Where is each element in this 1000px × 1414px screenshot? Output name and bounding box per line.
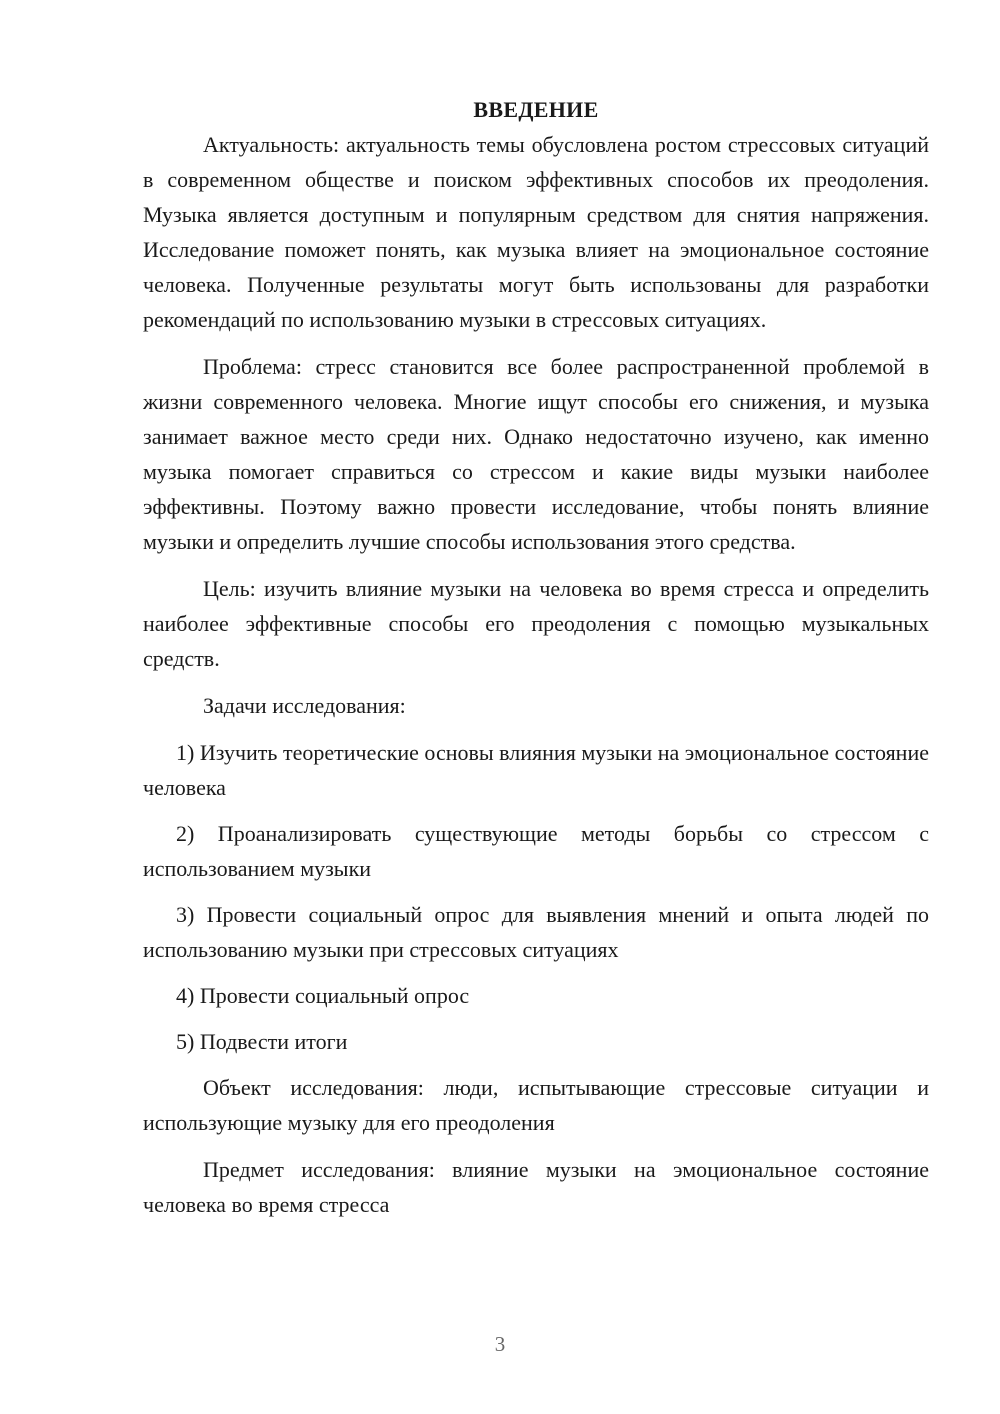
task-item-5: 5) Подвести итоги xyxy=(176,1029,348,1054)
relevance-paragraph: Актуальность: актуальность темы обусловлена ростом стрессовых ситуаций в современном обществе и поиском эффективных способов их преодоления. Музыка является доступным и популярным средством для снятия напряжения. Исследование поможет понять, как музыка влияет на эмоциональное состояние человека. Полученные результаты могут быть использованы для разработки рекомендаций по использованию музыки в стрессовых ситуациях. xyxy=(143,132,929,332)
tasks-heading: Задачи исследования: xyxy=(203,693,406,718)
task-item-3: 3) Провести социальный опрос для выявления мнений и опыта людей по использованию музыки при стрессовых ситуациях xyxy=(143,902,929,962)
section-heading: ВВЕДЕНИЕ xyxy=(473,97,599,122)
task-item-4: 4) Провести социальный опрос xyxy=(176,983,470,1008)
page-number: 3 xyxy=(494,1332,506,1356)
document-body xyxy=(143,93,929,1234)
task-item-1: 1) Изучить теоретические основы влияния музыки на эмоциональное состояние человека xyxy=(143,740,929,800)
object-paragraph: Объект исследования: люди, испытывающие стрессовые ситуации и использующие музыку для его преодоления xyxy=(143,1075,929,1135)
subject-paragraph: Предмет исследования: влияние музыки на эмоциональное состояние человека во время стресса xyxy=(143,1157,929,1217)
goal-paragraph: Цель: изучить влияние музыки на человека во время стресса и определить наиболее эффективные способы его преодоления с помощью музыкальных средств. xyxy=(143,576,929,671)
problem-paragraph: Проблема: стресс становится все более распространенной проблемой в жизни современного человека. Многие ищут способы его снижения, и музыка занимает важное место среди них. Однако недостаточно изучено, как именно музыка помогает справиться со стрессом и какие виды музыки наиболее эффективны. Поэтому важно провести исследование, чтобы понять влияние музыки и определить лучшие способы использования этого средства. xyxy=(143,354,929,554)
task-item-2: 2) Проанализировать существующие методы борьбы со стрессом с использованием музыки xyxy=(143,821,929,881)
